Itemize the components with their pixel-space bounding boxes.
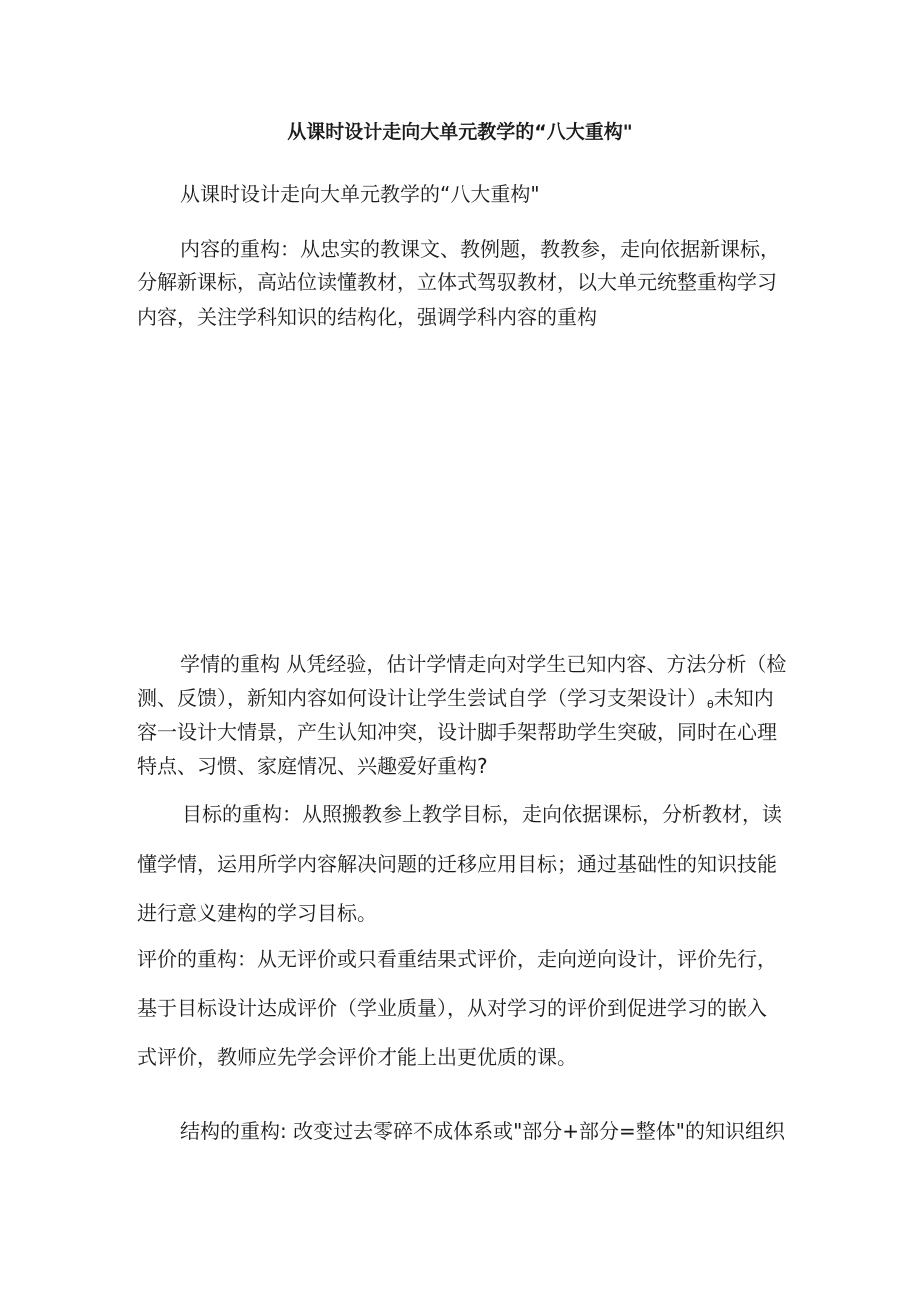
evaluation-line-1: 评价的重构：从无评价或只看重结果式评价，走向逆向设计，评价先行，: [137, 947, 777, 971]
content-line-2: 分解新课标，高站位读懂教材，立体式驾驭教材，以大单元统整重构学习: [137, 270, 777, 294]
learning-line-1: 学情的重构 从凭经验，估计学情走向对学生已知内容、方法分析（检: [180, 652, 787, 676]
goal-line-2: 懂学情，运用所学内容解决问题的迁移应用目标；通过基础性的知识技能: [137, 852, 777, 876]
theta-mark: θ: [707, 698, 714, 711]
learning-line-2-text: 测、反馈），新知内容如何设计让学生尝试自学（学习支架设计）: [137, 686, 707, 710]
document-title: 从课时设计走向大单元教学的“八大重构": [287, 121, 633, 143]
goal-line-1: 目标的重构：从照搬教参上教学目标，走向依据课标，分析教材，读: [182, 802, 782, 826]
learning-line-4: 特点、习惯、家庭情况、兴趣爱好重构?: [137, 754, 488, 778]
document-subtitle: 从课时设计走向大单元教学的“八大重构": [180, 182, 540, 206]
learning-line-2: [137, 684, 797, 719]
learning-line-3: 容一设计大情景，产生认知冲突，设计脚手架帮助学生突破，同时在心理: [137, 720, 777, 744]
evaluation-line-3: 式评价，教师应先学会评价才能上出更优质的课。: [137, 1045, 577, 1069]
content-line-3: 内容，关注学科知识的结构化，强调学科内容的重构: [137, 305, 597, 329]
content-line-1: 内容的重构：从忠实的教课文、教例题，教教参，走向依据新课标，: [180, 237, 780, 261]
goal-line-3: 进行意义建构的学习目标。: [137, 901, 377, 925]
structure-line-1: 结构的重构: 改变过去零碎不成体系或"部分+部分=整体"的知识组织: [180, 1119, 786, 1143]
evaluation-line-2: 基于目标设计达成评价（学业质量），从对学习的评价到促进学习的嵌入: [137, 996, 767, 1020]
learning-line-2-tail: 未知内: [713, 686, 774, 710]
